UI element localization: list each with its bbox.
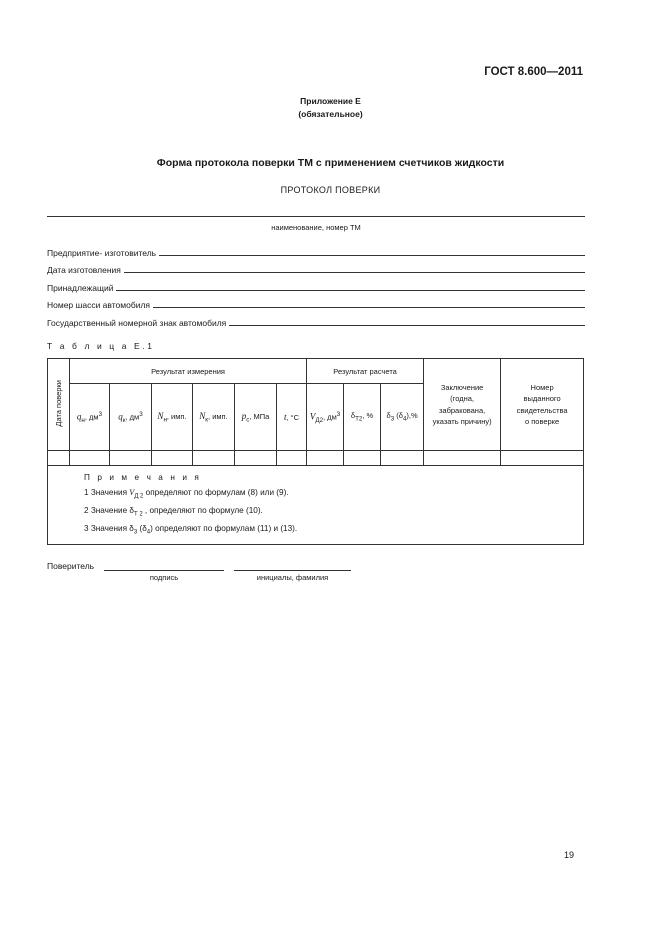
col-vd2: $V_{Д2}$, $дм^3$: [307, 384, 344, 451]
certificate-header: Номер выданного свидетельства о поверке: [501, 359, 584, 451]
field-line[interactable]: [153, 307, 585, 308]
note-1: 1 Значения $V_{Д 2}$ определяют по формулам (8) или (9).: [84, 487, 289, 500]
col-qn: $q_н$, $дм^3$: [70, 384, 110, 451]
measurement-group-header: Результат измерения: [70, 359, 307, 384]
instrument-name-caption: наименование, номер ТМ: [271, 223, 361, 232]
cell[interactable]: [152, 451, 193, 466]
signature-line[interactable]: [104, 570, 224, 571]
col-nk: $N_к$, имп.: [193, 384, 235, 451]
field-label: Дата изготовления: [47, 265, 121, 275]
col-delta-3-4: $\delta_3$ $(\delta_4),\%$: [381, 384, 424, 451]
field-label: Принадлежащий: [47, 283, 114, 293]
cell[interactable]: [424, 451, 501, 466]
page-number: 19: [563, 850, 574, 860]
cell[interactable]: [110, 451, 152, 466]
protocol-title: ПРОТОКОЛ ПОВЕРКИ: [280, 185, 381, 195]
form-title: Форма протокола поверки ТМ с применением счетчиков жидкости: [156, 157, 505, 169]
verifier-label: Поверитель: [47, 561, 95, 571]
field-line[interactable]: [116, 290, 585, 291]
table-notes: [48, 466, 584, 545]
col-qk: $q_к$, $дм^3$: [110, 384, 152, 451]
col-t: t, °С: [277, 384, 307, 451]
field-label: Предприятие- изготовитель: [47, 248, 157, 258]
verification-table: [47, 358, 584, 545]
col-nn: $N_н$, имп.: [152, 384, 193, 451]
field-manufacture-date[interactable]: [47, 263, 585, 275]
table-caption: Т а б л и ц а Е.1: [47, 341, 155, 351]
cell[interactable]: [381, 451, 424, 466]
instrument-name-line[interactable]: [47, 216, 585, 217]
cell[interactable]: [48, 451, 70, 466]
signature-caption: подпись: [149, 573, 179, 582]
field-line[interactable]: [229, 325, 585, 326]
field-label: Номер шасси автомобиля: [47, 300, 151, 310]
cell[interactable]: [193, 451, 235, 466]
field-owner[interactable]: [47, 281, 585, 293]
cell[interactable]: [277, 451, 307, 466]
name-caption: инициалы, фамилия: [256, 573, 329, 582]
standard-number: ГОСТ 8.600—2011: [484, 66, 583, 78]
field-chassis-number[interactable]: [47, 298, 585, 310]
field-license-plate[interactable]: [47, 316, 585, 328]
col-pc: $p_с$, МПа: [235, 384, 277, 451]
calculation-group-header: Результат расчета: [307, 359, 424, 384]
cell[interactable]: [235, 451, 277, 466]
annex-title: Приложение Е: [300, 96, 361, 106]
conclusion-header: Заключение (годна, забракована, указать причину): [424, 359, 501, 451]
cell[interactable]: [501, 451, 584, 466]
note-3: 3 Значения $\delta_3$ $(\delta_4)$ определяют по формулам (11) и (13).: [84, 523, 298, 536]
col-delta-t2: $\delta_{Т2}$, %: [344, 384, 381, 451]
cell[interactable]: [307, 451, 344, 466]
field-line[interactable]: [124, 272, 585, 273]
field-line[interactable]: [159, 255, 585, 256]
field-label: Государственный номерной знак автомобиля: [47, 318, 227, 328]
date-column-header: Дата поверки: [48, 359, 70, 451]
table-row: [48, 451, 584, 466]
name-line[interactable]: [234, 570, 351, 571]
cell[interactable]: [344, 451, 381, 466]
annex-type: (обязательное): [298, 109, 363, 119]
notes-heading: П р и м е ч а н и я: [84, 473, 202, 482]
cell[interactable]: [70, 451, 110, 466]
field-manufacturer[interactable]: [47, 246, 585, 258]
note-2: 2 Значение $\delta_{Т 2}$ , определяют по формуле (10).: [84, 505, 263, 518]
